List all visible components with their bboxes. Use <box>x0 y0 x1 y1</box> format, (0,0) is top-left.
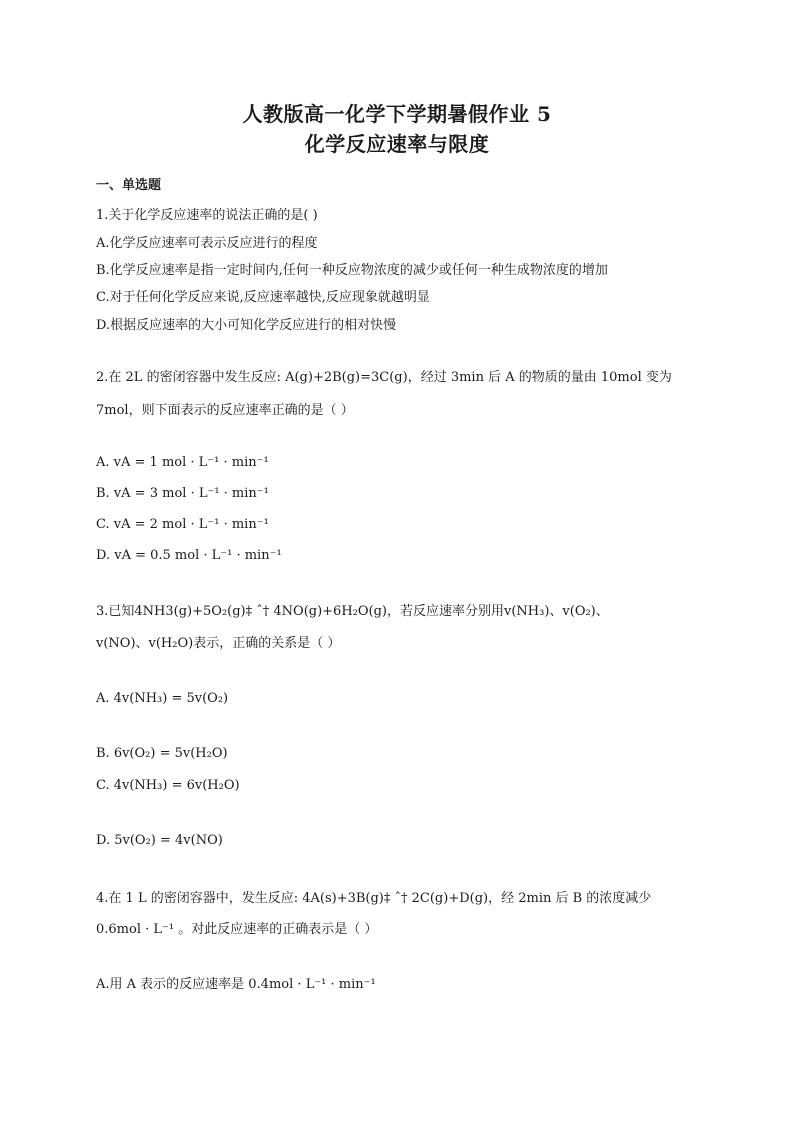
question-3-stem-line-2: v(NO)、v(H₂O)表示，正确的关系是（ ） <box>96 636 341 651</box>
question-1-option-b: B.化学反应速率是指一定时间内,任何一种反应物浓度的减少或任何一种生成物浓度的增加 <box>96 263 608 278</box>
question-2-stem-line-2: 7mol，则下面表示的反应速率正确的是（ ） <box>96 403 354 418</box>
question-4-stem-line-1: 4.在 1 L 的密闭容器中，发生反应: 4A(s)+3B(g)‡ ˆ† 2C(g)+D(g)，经 2min 后 B 的浓度减少 <box>96 891 652 906</box>
question-4-stem-line-2: 0.6mol · L⁻¹ 。对此反应速率的正确表示是（ ） <box>96 922 378 937</box>
question-1-option-d: D.根据反应速率的大小可知化学反应进行的相对快慢 <box>96 318 397 333</box>
question-1-option-c: C.对于任何化学反应来说,反应速率越快,反应现象就越明显 <box>96 290 430 305</box>
document-title: 人教版高一化学下学期暑假作业 5 <box>242 102 552 126</box>
question-3-stem-line-1: 3.已知4NH3(g)+5O₂(g)‡ ˆ† 4NO(g)+6H₂O(g)，若反应速率分别用v(NH₃)、v(O₂)、 <box>96 604 609 619</box>
question-3-option-b: B. 6v(O₂) = 5v(H₂O) <box>96 746 228 761</box>
question-1-option-a: A.化学反应速率可表示反应进行的程度 <box>96 236 318 251</box>
question-3-option-a: A. 4v(NH₃) = 5v(O₂) <box>96 691 229 706</box>
question-2-stem-line-1: 2.在 2L 的密闭容器中发生反应: A(g)+2B(g)=3C(g)，经过 3min 后 A 的物质的量由 10mol 变为 <box>96 370 672 385</box>
question-1-stem: 1.关于化学反应速率的说法正确的是( ) <box>96 208 318 223</box>
question-2-option-d: D. vA = 0.5 mol · L⁻¹ · min⁻¹ <box>96 548 282 563</box>
question-3-option-c: C. 4v(NH₃) = 6v(H₂O) <box>96 778 240 793</box>
section-heading: 一、单选题 <box>96 178 162 193</box>
question-2-option-c: C. vA = 2 mol · L⁻¹ · min⁻¹ <box>96 517 269 532</box>
question-4-option-a: A.用 A 表示的反应速率是 0.4mol · L⁻¹ · min⁻¹ <box>96 977 376 992</box>
question-2-option-a: A. vA = 1 mol · L⁻¹ · min⁻¹ <box>96 455 269 470</box>
question-3-option-d: D. 5v(O₂) = 4v(NO) <box>96 833 223 848</box>
question-2-option-b: B. vA = 3 mol · L⁻¹ · min⁻¹ <box>96 486 269 501</box>
document-subtitle: 化学反应速率与限度 <box>304 132 490 156</box>
